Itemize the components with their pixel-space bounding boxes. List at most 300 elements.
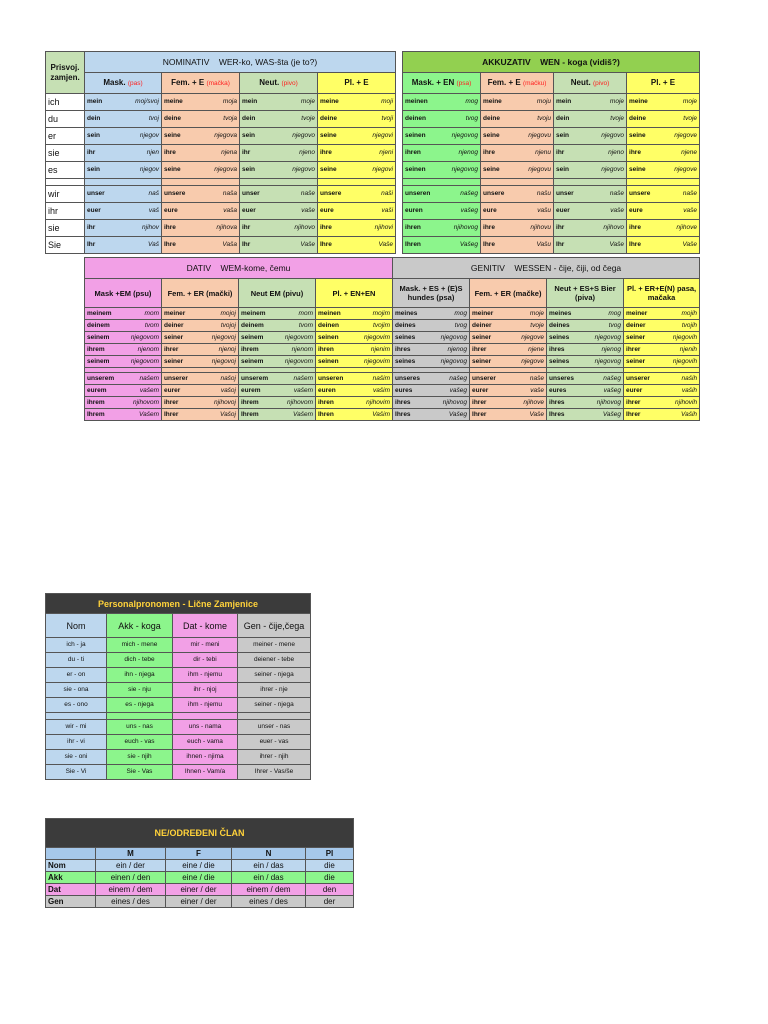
table-row [46, 860, 354, 872]
form-cell [162, 237, 240, 254]
pronoun-cell: ihnen - njima [173, 750, 238, 765]
form-cell [85, 186, 162, 203]
translation: njegovim [364, 357, 391, 365]
dativ-title: DATIV [186, 263, 212, 273]
translation: njihova [216, 224, 237, 231]
german-form: Ihres [549, 410, 565, 418]
form-cell [85, 162, 162, 179]
case-label: Nom [46, 860, 96, 872]
table-row [85, 320, 700, 332]
pronoun-cell: meiner - mene [238, 638, 311, 653]
form-cell [162, 332, 239, 344]
pronoun-cell: sie - oni [46, 750, 107, 765]
german-form: mein [87, 98, 103, 105]
translation: njihovog [453, 224, 479, 231]
form-cell [316, 356, 393, 368]
translation: Vašim [372, 410, 391, 418]
form-cell [162, 186, 240, 203]
translation: njihov [142, 224, 159, 231]
form-cell [239, 320, 316, 332]
german-form: ihre [483, 149, 495, 156]
german-form: ihre [483, 224, 495, 231]
german-form: ihr [87, 149, 96, 156]
gap-cell [318, 179, 396, 186]
form-cell [85, 397, 162, 409]
translation: njenoj [218, 345, 236, 353]
nominativ-header [85, 52, 396, 73]
form-cell [624, 409, 700, 421]
gender-header: Pl [306, 848, 354, 860]
german-form: unseren [318, 374, 344, 382]
translation: našoj [220, 374, 236, 382]
form-cell [393, 373, 470, 385]
translation: njegov [139, 166, 159, 173]
german-form: seinem [241, 333, 264, 341]
form-cell [403, 237, 481, 254]
form-cell [547, 308, 624, 320]
translation: Vaših [681, 410, 698, 418]
pronoun-cell: euch - vama [173, 735, 238, 750]
form-cell [547, 320, 624, 332]
form-cell [316, 385, 393, 397]
translation: moje [682, 98, 698, 105]
col-label: Pl. + E [650, 78, 676, 87]
german-form: dein [556, 115, 570, 122]
column-separator [396, 162, 403, 179]
translation: tvog [608, 321, 622, 329]
german-form: seiner [164, 357, 184, 365]
form-cell [162, 220, 240, 237]
german-form: ihres [549, 345, 565, 353]
translation: njegovu [528, 132, 552, 139]
form-cell [470, 397, 547, 409]
german-form: ihrem [87, 398, 105, 406]
german-form: eure [164, 207, 178, 214]
table-row [46, 145, 700, 162]
table-row [46, 220, 700, 237]
form-cell [554, 128, 627, 145]
form-cell [162, 128, 240, 145]
german-form: eurem [87, 386, 107, 394]
col-label: Mask. [103, 77, 126, 87]
german-form: eurem [241, 386, 261, 394]
table-row [85, 409, 700, 421]
translation: njenog [447, 345, 468, 353]
translation: Vaše [300, 241, 315, 248]
translation: njegovog [440, 333, 468, 341]
translation: njenu [535, 149, 552, 156]
form-cell [239, 397, 316, 409]
translation: tvoje [683, 115, 698, 122]
column-separator [396, 128, 403, 145]
translation: naša [222, 190, 237, 197]
translation: naš [148, 190, 159, 197]
form-cell [470, 308, 547, 320]
form-cell [624, 320, 700, 332]
gender-header-row [46, 73, 700, 94]
translation: njegovih [672, 357, 698, 365]
german-form: ihre [629, 224, 641, 231]
german-form: seinem [87, 357, 110, 365]
gap-cell [85, 179, 162, 186]
translation: njihovo [294, 224, 315, 231]
table-row [46, 237, 700, 254]
pronoun-cell: es - ono [46, 698, 107, 713]
nom-col-header [162, 73, 240, 94]
translation: Vašu [536, 241, 552, 248]
pronoun-cell: mich - mene [107, 638, 173, 653]
article-cell: einem / dem [96, 884, 166, 896]
article-cell: die [306, 860, 354, 872]
form-cell [393, 332, 470, 344]
form-cell [240, 145, 318, 162]
german-form: seinen [318, 357, 339, 365]
form-cell [162, 397, 239, 409]
translation: njegovim [364, 333, 391, 341]
table-row [46, 668, 311, 683]
form-cell [403, 162, 481, 179]
form-cell [627, 162, 700, 179]
pronoun-label: ihr [46, 203, 85, 220]
german-form: unserer [472, 374, 496, 382]
german-form: deinem [241, 321, 264, 329]
form-cell [239, 409, 316, 421]
german-form: seines [395, 357, 416, 365]
pronoun-cell: ihrer - njih [238, 750, 311, 765]
german-form: ihrem [87, 345, 105, 353]
form-cell [627, 220, 700, 237]
form-cell [624, 385, 700, 397]
translation: Vaše [378, 241, 394, 248]
translation: Vaš [148, 241, 159, 248]
pronoun-cell: uns - nama [173, 720, 238, 735]
form-cell [85, 409, 162, 421]
translation: njegovom [284, 333, 313, 341]
german-form: seine [629, 166, 646, 173]
german-form: mein [556, 98, 572, 105]
pronoun-cell: deiener - tebe [238, 653, 311, 668]
form-cell [85, 308, 162, 320]
form-cell [470, 320, 547, 332]
translation: njenog [601, 345, 622, 353]
german-form: ihrer [164, 398, 179, 406]
german-form: unsere [483, 190, 505, 197]
article-cell: eine / die [166, 860, 232, 872]
translation: njihovim [366, 398, 391, 406]
german-form: deine [483, 115, 500, 122]
akk-col-header [403, 73, 481, 94]
translation: Vaše [609, 241, 625, 248]
articles-table [45, 818, 354, 908]
article-cell: eine / die [166, 872, 232, 884]
form-cell [318, 94, 396, 111]
pronoun-cell: ihm - njemu [173, 668, 238, 683]
translation: njegove [521, 333, 545, 341]
gen-col-header: Mask. + ES + (E)S hundes (psa) [393, 279, 470, 308]
german-form: unsere [320, 190, 342, 197]
translation: mom [144, 309, 159, 317]
article-cell: der [306, 896, 354, 908]
gender-header: F [166, 848, 232, 860]
form-cell [403, 186, 481, 203]
translation: njegovom [130, 357, 159, 365]
german-form: ihre [164, 224, 176, 231]
german-form: Ihre [629, 241, 641, 248]
translation: njihove [523, 398, 545, 406]
form-cell [239, 332, 316, 344]
personal-pronouns-table [45, 593, 311, 780]
pronoun-cell: uns - nas [107, 720, 173, 735]
german-form: deiner [164, 321, 184, 329]
german-form: deine [320, 115, 337, 122]
german-form: meines [395, 309, 418, 317]
form-cell [162, 162, 240, 179]
form-cell [403, 145, 481, 162]
form-cell [162, 203, 240, 220]
form-cell [554, 220, 627, 237]
german-form: seinen [405, 132, 426, 139]
german-form: Ihren [405, 241, 421, 248]
col-hint: (pivo) [593, 79, 610, 87]
translation: njegovog [594, 357, 622, 365]
form-cell [481, 203, 554, 220]
translation: vaše [683, 207, 698, 214]
translation: Vašem [293, 410, 313, 418]
translation: mojoj [220, 309, 236, 317]
article-cell: den [306, 884, 354, 896]
form-cell [393, 356, 470, 368]
translation: njegove [674, 166, 698, 173]
translation: tvoje [301, 115, 315, 122]
pronoun-cell: Sie - Vas [107, 765, 173, 780]
translation: njegovog [594, 333, 622, 341]
form-cell [627, 145, 700, 162]
personal-pronouns-title: Personalpronomen - Lične Zamjenice [46, 594, 311, 614]
german-form: Ihrem [241, 410, 259, 418]
translation: njenom [137, 345, 159, 353]
form-cell [162, 356, 239, 368]
form-cell [554, 203, 627, 220]
gap-cell [240, 179, 318, 186]
form-cell [481, 237, 554, 254]
translation: naše [682, 190, 698, 197]
german-form: eures [395, 386, 413, 394]
form-cell [240, 220, 318, 237]
form-cell [470, 332, 547, 344]
akkuzativ-subtitle: WEN - koga (vidiš?) [540, 57, 620, 67]
form-cell [470, 356, 547, 368]
col-hint: (mačku) [522, 79, 547, 87]
gap-cell [238, 713, 311, 720]
translation: mojim [372, 309, 391, 317]
table-row [46, 203, 700, 220]
pronoun-cell: ihrer - nje [238, 683, 311, 698]
german-form: unsere [164, 190, 186, 197]
nom-col-header [240, 73, 318, 94]
german-form: ihr [242, 224, 251, 231]
german-form: deiner [626, 321, 646, 329]
german-form: Ihrem [87, 410, 105, 418]
translation: njihovo [603, 224, 625, 231]
german-form: Ihrer [626, 410, 641, 418]
translation: Vašeg [459, 241, 479, 248]
form-cell [85, 237, 162, 254]
translation: njegovog [451, 132, 479, 139]
german-form: eure [629, 207, 643, 214]
translation: vaša [223, 207, 237, 214]
form-cell [481, 111, 554, 128]
german-form: seines [549, 357, 570, 365]
pronoun-label: du [46, 111, 85, 128]
pronoun-label: sie [46, 220, 85, 237]
table-row [46, 698, 311, 713]
translation: mom [298, 309, 313, 317]
col-hint: (pivo) [281, 79, 298, 87]
nom-col-header [85, 73, 162, 94]
form-cell [85, 94, 162, 111]
german-form: eurer [472, 386, 489, 394]
pronoun-cell: seiner - njega [238, 698, 311, 713]
german-form: sein [87, 166, 101, 173]
german-form: ihr [556, 149, 565, 156]
german-form: ihres [395, 398, 411, 406]
german-form: mein [242, 98, 258, 105]
form-cell [162, 308, 239, 320]
article-cell: einer / der [166, 884, 232, 896]
pronoun-cell: sie - nju [107, 683, 173, 698]
german-form: Ihrer [164, 410, 179, 418]
form-cell [481, 220, 554, 237]
col-hint: (mačka) [206, 79, 230, 87]
translation: moj/svoj [135, 98, 159, 105]
pronoun-cell: sie - ona [46, 683, 107, 698]
gap-cell [627, 179, 700, 186]
german-form: sein [556, 166, 570, 173]
translation: tvojim [373, 321, 391, 329]
pronoun-cell: seiner - njega [238, 668, 311, 683]
nom-col-header [318, 73, 396, 94]
translation: Vašeg [602, 410, 622, 418]
pronoun-cell: ihr - vi [46, 735, 107, 750]
german-form: meinen [405, 98, 428, 105]
german-form: unseres [549, 374, 574, 382]
form-cell [547, 344, 624, 356]
translation: vašim [373, 386, 391, 394]
translation: njene [528, 345, 545, 353]
akk-col-header [554, 73, 627, 94]
translation: njihovog [596, 398, 622, 406]
german-form: seiner [472, 333, 492, 341]
column-separator [396, 220, 403, 237]
genitiv-header [393, 258, 700, 279]
form-cell [554, 162, 627, 179]
translation: njegove [521, 357, 545, 365]
form-cell [547, 356, 624, 368]
translation: moju [536, 98, 552, 105]
translation: tvojih [681, 321, 698, 329]
form-cell [240, 94, 318, 111]
german-form: ihre [320, 149, 332, 156]
form-cell [318, 128, 396, 145]
form-cell [627, 94, 700, 111]
row-gap [46, 713, 311, 720]
table-row [85, 397, 700, 409]
german-form: seiner [626, 333, 646, 341]
form-cell [240, 203, 318, 220]
table-row [46, 884, 354, 896]
german-form: seine [483, 132, 500, 139]
german-form: sein [242, 166, 256, 173]
german-form: Ihre [320, 241, 332, 248]
translation: njegovo [292, 132, 315, 139]
form-cell [240, 128, 318, 145]
translation: vaših [681, 386, 698, 394]
form-cell [627, 203, 700, 220]
form-cell [624, 397, 700, 409]
form-cell [240, 237, 318, 254]
german-form: meine [320, 98, 339, 105]
translation: njegovom [284, 357, 313, 365]
german-form: deine [629, 115, 646, 122]
translation: Vaša [222, 241, 237, 248]
translation: našeg [603, 374, 622, 382]
german-form: meinen [318, 309, 341, 317]
form-cell [403, 220, 481, 237]
form-cell [554, 145, 627, 162]
form-cell [318, 145, 396, 162]
table-row [46, 896, 354, 908]
form-cell [316, 373, 393, 385]
translation: Vašoj [219, 410, 236, 418]
german-form: ihr [242, 149, 251, 156]
translation: tvoja [223, 115, 237, 122]
german-form: seine [164, 132, 181, 139]
article-cell: die [306, 872, 354, 884]
form-cell [393, 320, 470, 332]
translation: našu [536, 190, 552, 197]
column-separator [396, 145, 403, 162]
translation: naši [381, 190, 394, 197]
translation: njegovu [528, 166, 552, 173]
dativ-header [85, 258, 393, 279]
table-row [46, 111, 700, 128]
german-form: meinem [241, 309, 266, 317]
form-cell [470, 344, 547, 356]
table-row [85, 332, 700, 344]
german-form: meiner [164, 309, 186, 317]
pronoun-label: wir [46, 186, 85, 203]
translation: Vašeg [448, 410, 468, 418]
table-row [46, 872, 354, 884]
pronoun-label: sie [46, 145, 85, 162]
german-form: seiner [164, 333, 184, 341]
german-form: unserer [626, 374, 650, 382]
article-cell: eines / des [232, 896, 306, 908]
german-form: ihren [318, 345, 334, 353]
german-form: meiner [626, 309, 648, 317]
article-cell: einen / den [96, 872, 166, 884]
genitiv-title: GENITIV [470, 263, 505, 273]
german-form: unser [556, 190, 574, 197]
gender-header: N [232, 848, 306, 860]
translation: njen [146, 149, 159, 156]
german-form: ihren [405, 149, 421, 156]
translation: njihovih [675, 398, 698, 406]
german-form: seine [320, 132, 337, 139]
form-cell [316, 409, 393, 421]
translation: moja [222, 98, 237, 105]
form-cell [624, 373, 700, 385]
